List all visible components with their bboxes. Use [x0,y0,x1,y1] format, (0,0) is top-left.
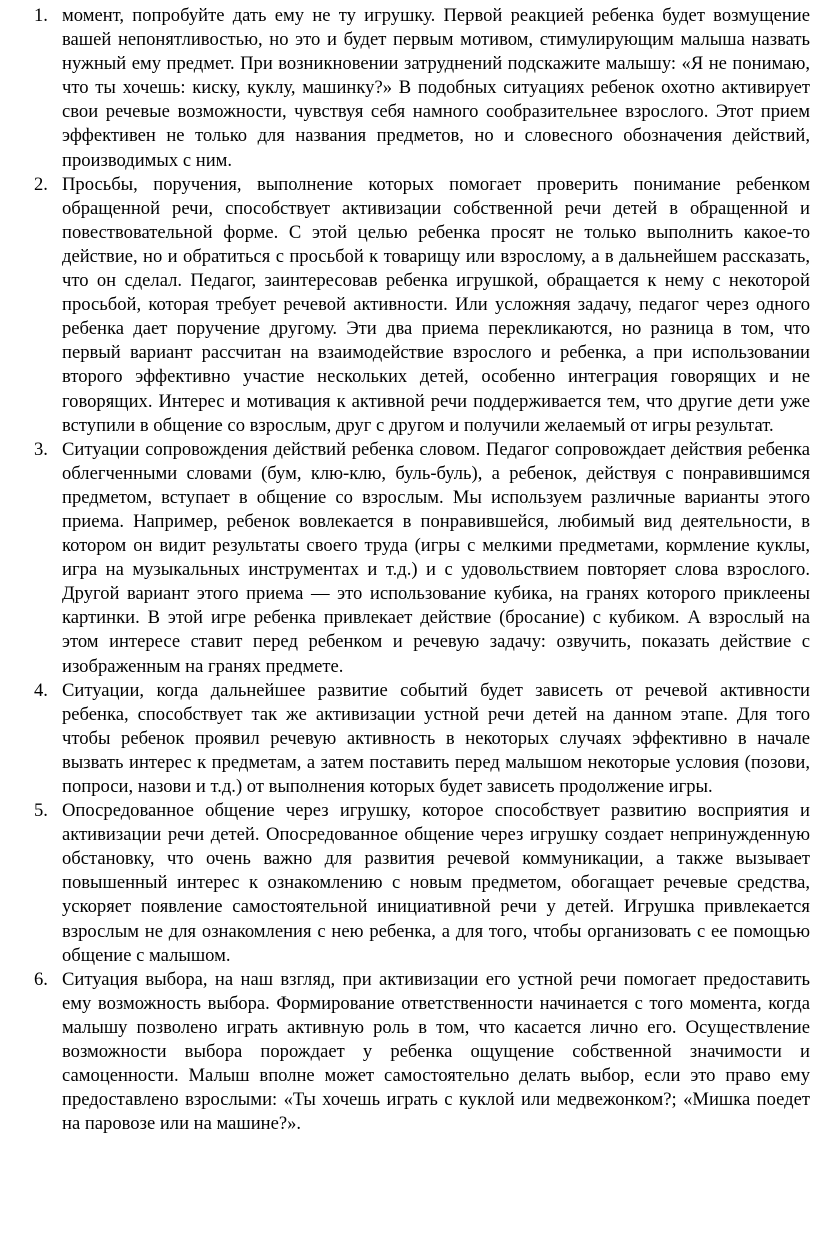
list-item-text: Ситуации сопровождения действий ребенка словом. Педагог сопровождает действия ребенка облегченными словами (бум, клю-клю, буль-буль), а ребенок, действуя с понравившимся предметом, вступает в общение со взрослым. Мы используем различные варианты этого приема. Например, ребенок вовлекается в понравившейся, любимый вид деятельности, в котором он видит результаты своего труда (игры с мелкими предметами, кормление куклы, игра на музыкальных инструментах и т.д.) и с удовольствием повторяет слова взрослого. Другой вариант этого приема — это использование кубика, на гранях которого приклеены картинки. В этой игре ребенка привлекает действие (бросание) с кубиком. А взрослый на этом интересе ставит перед ребенком и речевую задачу: озвучить, показать действие с изображенным на гранях предмете. [62,438,810,677]
list-item-text: момент, попробуйте дать ему не ту игрушку. Первой реакцией ребенка будет возмущение вашей непонятливостью, но это и будет первым мотивом, стимулирующим малыша назвать нужный ему предмет. При возникновении затруднений подскажите малышу: «Я не понимаю, что ты хочешь: киску, куклу, машинку?» В подобных ситуациях ребенок охотно активирует свои речевые возможности, чувствуя себя намного сообразительнее взрослого. Этот прием эффективен не только для названия предметов, но и словесного обозначения действий, производимых с ним. [62,5,810,171]
list-item [0,4,810,173]
list-item [0,799,810,968]
list-item-text: Ситуации, когда дальнейшее развитие событий будет зависеть от речевой активности ребенка, способствует так же активизации устной речи детей на данном этапе. Для того чтобы ребенок проявил речевую активность в некоторых случаях эффективно в начале вызвать интерес к предметам, а затем поставить перед малышом некоторые условия (позови, попроси, назови и т.д.) от выполнения которых будет зависеть продолжение игры. [62,679,810,797]
list-item-text: Ситуация выбора, на наш взгляд, при активизации его устной речи помогает предоставить ему возможность выбора. Формирование ответственности начинается с того момента, когда малышу позволено играть активную роль в том, что касается лично его. Осуществление возможности выбора порождает у ребенка ощущение собственной значимости и самоценности. Малыш вполне может самостоятельно делать выбор, если это право ему предоставлено взрослыми: «Ты хочешь играть с куклой или медвежонком?; «Мишка поедет на паровозе или на машине?». [62,968,810,1135]
list-item-number: 4. [34,679,48,701]
list-item-number: 6. [34,968,48,990]
list-item-number: 2. [34,173,48,195]
list-item-number: 5. [34,800,48,822]
list-item-number: 3. [34,438,48,460]
list-item-text: Опосредованное общение через игрушку, которое способствует развитию восприятия и активизации речи детей. Опосредованное общение через игрушку создает непринужденную обстановку, что очень важно для развития речевой коммуникации, а также вызывает повышенный интерес к ознакомлению с новым предметом, обогащает речевые средства, ускоряет появление самостоятельной инициативной речи у детей. Игрушка привлекается взрослым не для ознакомления с нею ребенка, а для того, чтобы организовать с ее помощью общение с малышом. [62,800,810,966]
list-item-text: Просьбы, поручения, выполнение которых помогает проверить понимание ребенком обращенной речи, способствует активизации собственной речи детей в обращенной и повествовательной форме. С этой целью ребенка просят не только выполнить какое-то действие, но и обратиться с просьбой к товарищу или взрослому, а в дальнейшем рассказать, что он сделал. Педагог, заинтересовав ребенка игрушкой, обращается к нему с некоторой просьбой, которая требует речевой активности. Или усложняя задачу, педагог через одного ребенка дает поручение другому. Эти два приема перекликаются, но разница в том, что первый вариант рассчитан на взаимодействие взрослого и ребенка, а при использовании второго эффективно участие нескольких детей, особенно интеграция говорящих и не говорящих. Интерес и мотивация к активной речи поддерживается тем, что другие дети уже вступили в общение со взрослым, друг с другом и получили желаемый от игры результат. [62,173,810,436]
list-item [0,173,810,438]
list-item [0,438,810,679]
numbered-list [0,4,810,1136]
list-item [0,968,810,1137]
list-item-number: 1. [34,5,48,26]
list-item [0,679,810,799]
